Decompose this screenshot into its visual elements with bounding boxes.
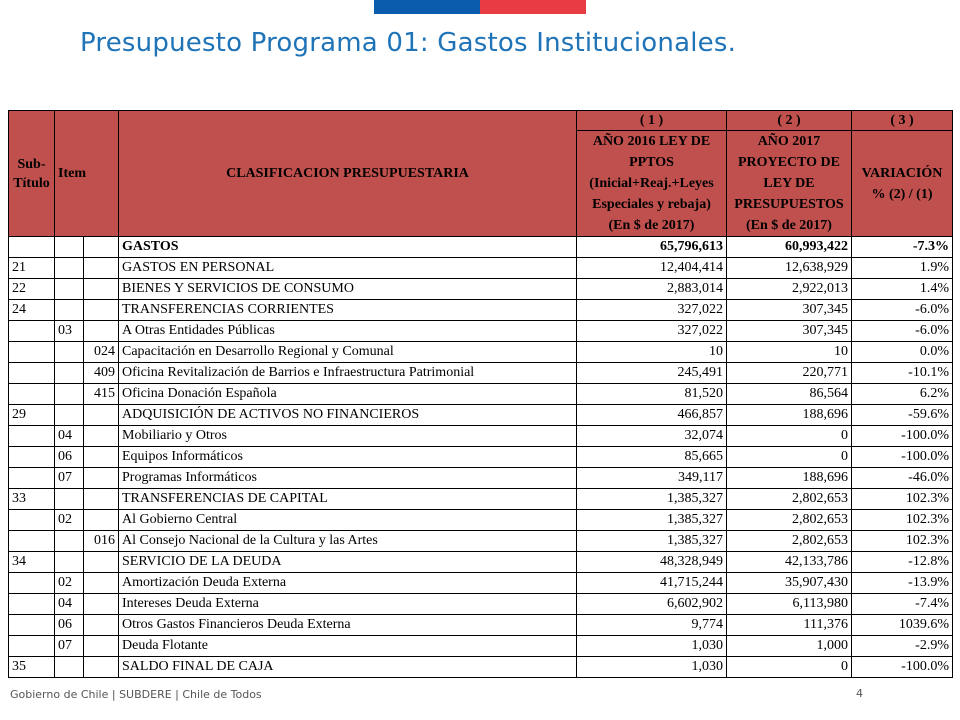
asignacion-cell xyxy=(84,279,119,300)
value-2016-cell: 349,117 xyxy=(577,468,727,489)
table-row xyxy=(9,237,953,258)
value-2017-cell: 2,802,653 xyxy=(727,531,852,552)
description-cell: GASTOS EN PERSONAL xyxy=(119,258,577,279)
subtitulo-cell xyxy=(9,237,55,258)
variation-cell: -13.9% xyxy=(852,573,953,594)
variation-cell: -12.8% xyxy=(852,552,953,573)
flag-red-stripe xyxy=(480,0,586,14)
description-cell: Mobiliario y Otros xyxy=(119,426,577,447)
asignacion-cell xyxy=(84,447,119,468)
table-row xyxy=(9,573,953,594)
value-2017-cell: 0 xyxy=(727,657,852,678)
flag-blue-stripe xyxy=(374,0,480,14)
variation-cell: -2.9% xyxy=(852,636,953,657)
description-cell: Oficina Donación Española xyxy=(119,384,577,405)
subtitulo-cell: 29 xyxy=(9,405,55,426)
value-2017-cell: 111,376 xyxy=(727,615,852,636)
description-cell: Capacitación en Desarrollo Regional y Comunal xyxy=(119,342,577,363)
value-2016-cell: 245,491 xyxy=(577,363,727,384)
asignacion-cell xyxy=(84,258,119,279)
variation-cell: 102.3% xyxy=(852,489,953,510)
item-cell: 04 xyxy=(55,426,84,447)
value-2016-cell: 2,883,014 xyxy=(577,279,727,300)
value-2017-cell: 1,000 xyxy=(727,636,852,657)
asignacion-cell xyxy=(84,237,119,258)
asignacion-cell xyxy=(84,300,119,321)
item-cell xyxy=(55,342,84,363)
item-cell: 03 xyxy=(55,321,84,342)
header-item: Item xyxy=(55,111,119,237)
budget-table xyxy=(8,110,953,678)
item-cell xyxy=(55,489,84,510)
table-row xyxy=(9,489,953,510)
subtitulo-cell: 33 xyxy=(9,489,55,510)
subtitulo-cell xyxy=(9,468,55,489)
value-2016-cell: 1,385,327 xyxy=(577,510,727,531)
value-2016-cell: 10 xyxy=(577,342,727,363)
value-2017-cell: 2,802,653 xyxy=(727,510,852,531)
value-2016-cell: 1,385,327 xyxy=(577,531,727,552)
table-row xyxy=(9,468,953,489)
subtitulo-cell: 35 xyxy=(9,657,55,678)
table-row xyxy=(9,552,953,573)
variation-cell: 102.3% xyxy=(852,531,953,552)
value-2017-cell: 10 xyxy=(727,342,852,363)
variation-cell: 6.2% xyxy=(852,384,953,405)
description-cell: Amortización Deuda Externa xyxy=(119,573,577,594)
description-cell: Equipos Informáticos xyxy=(119,447,577,468)
asignacion-cell xyxy=(84,636,119,657)
table-row xyxy=(9,321,953,342)
asignacion-cell: 409 xyxy=(84,363,119,384)
table-row xyxy=(9,426,953,447)
item-cell: 07 xyxy=(55,636,84,657)
item-cell xyxy=(55,384,84,405)
asignacion-cell: 024 xyxy=(84,342,119,363)
header-clasificacion: CLASIFICACION PRESUPUESTARIA xyxy=(119,111,577,237)
value-2017-cell: 2,802,653 xyxy=(727,489,852,510)
table-row xyxy=(9,384,953,405)
asignacion-cell xyxy=(84,657,119,678)
item-cell xyxy=(55,552,84,573)
description-cell: Deuda Flotante xyxy=(119,636,577,657)
item-cell xyxy=(55,405,84,426)
asignacion-cell xyxy=(84,594,119,615)
value-2017-cell: 307,345 xyxy=(727,321,852,342)
value-2017-cell: 35,907,430 xyxy=(727,573,852,594)
item-cell xyxy=(55,531,84,552)
value-2017-cell: 60,993,422 xyxy=(727,237,852,258)
header-ano-2016: AÑO 2016 LEY DE PPTOS (Inicial+Reaj.+Leyes Especiales y rebaja) (En $ de 2017) xyxy=(577,131,727,237)
subtitulo-cell xyxy=(9,426,55,447)
item-cell: 02 xyxy=(55,510,84,531)
value-2016-cell: 1,030 xyxy=(577,636,727,657)
item-cell xyxy=(55,363,84,384)
value-2017-cell: 0 xyxy=(727,426,852,447)
variation-cell: -7.3% xyxy=(852,237,953,258)
value-2017-cell: 0 xyxy=(727,447,852,468)
description-cell: Otros Gastos Financieros Deuda Externa xyxy=(119,615,577,636)
variation-cell: 102.3% xyxy=(852,510,953,531)
description-cell: BIENES Y SERVICIOS DE CONSUMO xyxy=(119,279,577,300)
header-ano-2017: AÑO 2017 PROYECTO DE LEY DE PRESUPUESTOS (En $ de 2017) xyxy=(727,131,852,237)
variation-cell: -10.1% xyxy=(852,363,953,384)
description-cell: Al Gobierno Central xyxy=(119,510,577,531)
variation-cell: 1039.6% xyxy=(852,615,953,636)
table-row xyxy=(9,531,953,552)
subtitulo-cell xyxy=(9,447,55,468)
flag-bar xyxy=(374,0,586,14)
asignacion-cell xyxy=(84,552,119,573)
description-cell: TRANSFERENCIAS DE CAPITAL xyxy=(119,489,577,510)
variation-cell: 1.4% xyxy=(852,279,953,300)
description-cell: A Otras Entidades Públicas xyxy=(119,321,577,342)
item-cell: 04 xyxy=(55,594,84,615)
variation-cell: 0.0% xyxy=(852,342,953,363)
item-cell xyxy=(55,237,84,258)
value-2016-cell: 1,385,327 xyxy=(577,489,727,510)
value-2016-cell: 6,602,902 xyxy=(577,594,727,615)
page-title: Presupuesto Programa 01: Gastos Institucionales. xyxy=(80,28,737,58)
table-row xyxy=(9,279,953,300)
asignacion-cell xyxy=(84,615,119,636)
description-cell: Oficina Revitalización de Barrios e Infraestructura Patrimonial xyxy=(119,363,577,384)
value-2016-cell: 466,857 xyxy=(577,405,727,426)
asignacion-cell xyxy=(84,468,119,489)
variation-cell: -100.0% xyxy=(852,447,953,468)
subtitulo-cell xyxy=(9,615,55,636)
description-cell: TRANSFERENCIAS CORRIENTES xyxy=(119,300,577,321)
asignacion-cell xyxy=(84,510,119,531)
value-2017-cell: 188,696 xyxy=(727,468,852,489)
subtitulo-cell xyxy=(9,573,55,594)
asignacion-cell xyxy=(84,321,119,342)
column-number-row xyxy=(9,111,953,131)
asignacion-cell: 415 xyxy=(84,384,119,405)
value-2017-cell: 220,771 xyxy=(727,363,852,384)
description-cell: Intereses Deuda Externa xyxy=(119,594,577,615)
subtitulo-cell: 34 xyxy=(9,552,55,573)
value-2016-cell: 48,328,949 xyxy=(577,552,727,573)
value-2017-cell: 2,922,013 xyxy=(727,279,852,300)
variation-cell: -7.4% xyxy=(852,594,953,615)
table-row xyxy=(9,615,953,636)
subtitulo-cell xyxy=(9,531,55,552)
subtitulo-cell xyxy=(9,594,55,615)
asignacion-cell: 016 xyxy=(84,531,119,552)
table-row xyxy=(9,405,953,426)
value-2016-cell: 81,520 xyxy=(577,384,727,405)
subtitulo-cell xyxy=(9,510,55,531)
asignacion-cell xyxy=(84,489,119,510)
asignacion-cell xyxy=(84,405,119,426)
value-2017-cell: 86,564 xyxy=(727,384,852,405)
header-sub-titulo: Sub-Título xyxy=(9,111,55,237)
item-cell: 07 xyxy=(55,468,84,489)
value-2016-cell: 12,404,414 xyxy=(577,258,727,279)
value-2016-cell: 85,665 xyxy=(577,447,727,468)
description-cell: ADQUISICIÓN DE ACTIVOS NO FINANCIEROS xyxy=(119,405,577,426)
variation-cell: -46.0% xyxy=(852,468,953,489)
table-row xyxy=(9,363,953,384)
description-cell: Programas Informáticos xyxy=(119,468,577,489)
value-2017-cell: 6,113,980 xyxy=(727,594,852,615)
item-cell xyxy=(55,279,84,300)
value-2016-cell: 327,022 xyxy=(577,300,727,321)
description-cell: GASTOS xyxy=(119,237,577,258)
asignacion-cell xyxy=(84,573,119,594)
item-cell: 06 xyxy=(55,615,84,636)
value-2017-cell: 12,638,929 xyxy=(727,258,852,279)
item-cell xyxy=(55,300,84,321)
table-row xyxy=(9,594,953,615)
description-cell: Al Consejo Nacional de la Cultura y las Artes xyxy=(119,531,577,552)
variation-cell: -100.0% xyxy=(852,657,953,678)
footer-text: Gobierno de Chile | SUBDERE | Chile de Todos xyxy=(10,688,262,701)
description-cell: SALDO FINAL DE CAJA xyxy=(119,657,577,678)
subtitulo-cell xyxy=(9,363,55,384)
column-number-3: ( 3 ) xyxy=(852,111,953,131)
item-cell xyxy=(55,657,84,678)
table-row xyxy=(9,510,953,531)
table-row xyxy=(9,636,953,657)
table-row xyxy=(9,447,953,468)
asignacion-cell xyxy=(84,426,119,447)
variation-cell: 1.9% xyxy=(852,258,953,279)
variation-cell: -100.0% xyxy=(852,426,953,447)
description-cell: SERVICIO DE LA DEUDA xyxy=(119,552,577,573)
value-2016-cell: 65,796,613 xyxy=(577,237,727,258)
table-row xyxy=(9,657,953,678)
variation-cell: -6.0% xyxy=(852,321,953,342)
value-2017-cell: 307,345 xyxy=(727,300,852,321)
value-2016-cell: 41,715,244 xyxy=(577,573,727,594)
subtitulo-cell: 22 xyxy=(9,279,55,300)
value-2016-cell: 32,074 xyxy=(577,426,727,447)
value-2016-cell: 327,022 xyxy=(577,321,727,342)
variation-cell: -59.6% xyxy=(852,405,953,426)
header-variacion: VARIACIÓN % (2) / (1) xyxy=(852,131,953,237)
subtitulo-cell xyxy=(9,342,55,363)
page-number: 4 xyxy=(856,687,863,700)
table-body xyxy=(9,237,953,678)
value-2016-cell: 9,774 xyxy=(577,615,727,636)
item-cell: 02 xyxy=(55,573,84,594)
item-cell: 06 xyxy=(55,447,84,468)
subtitulo-cell xyxy=(9,384,55,405)
value-2016-cell: 1,030 xyxy=(577,657,727,678)
variation-cell: -6.0% xyxy=(852,300,953,321)
table-row xyxy=(9,342,953,363)
item-cell xyxy=(55,258,84,279)
table-row xyxy=(9,300,953,321)
subtitulo-cell xyxy=(9,636,55,657)
subtitulo-cell: 21 xyxy=(9,258,55,279)
subtitulo-cell xyxy=(9,321,55,342)
column-number-2: ( 2 ) xyxy=(727,111,852,131)
subtitulo-cell: 24 xyxy=(9,300,55,321)
table-row xyxy=(9,258,953,279)
value-2017-cell: 188,696 xyxy=(727,405,852,426)
column-number-1: ( 1 ) xyxy=(577,111,727,131)
value-2017-cell: 42,133,786 xyxy=(727,552,852,573)
